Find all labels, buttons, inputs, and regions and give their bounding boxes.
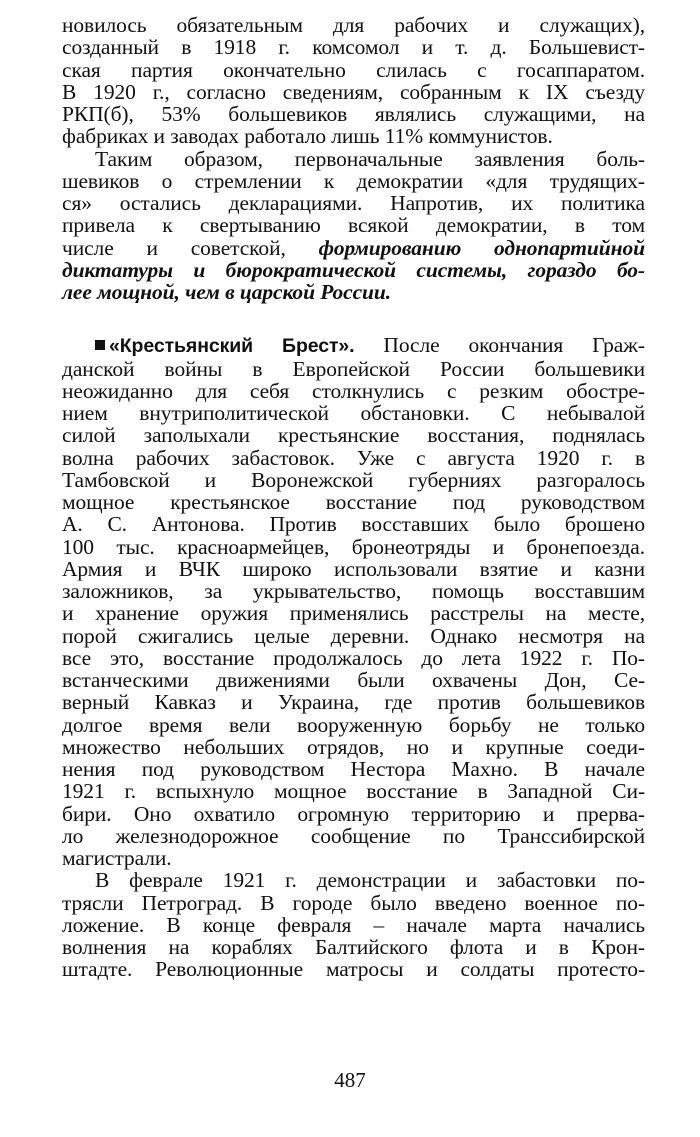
text-line: РКП(б), 53% большевиков являлись служащими, на: [62, 102, 645, 126]
text-line: магистрали.: [62, 846, 172, 870]
page-body: [62, 14, 645, 981]
text-line: мощное крестьянское восстание под руководством: [62, 490, 645, 514]
text-line: 100 тыс. красноармейцев, бронеотряды и бронепоезда.: [62, 534, 645, 559]
text-line: созданный в 1918 г. комсомол и т. д. Большевист-: [62, 35, 645, 60]
text-line: штадте. Революционные матросы и солдаты протесто-: [62, 957, 645, 982]
text-line: В 1920 г., согласно сведениям, собранным к IX съезду: [62, 79, 645, 104]
text-line: привела к свертыванию всякой демократии, в том: [62, 213, 645, 238]
text-line: волнения на кораблях Балтийского флота и в Крон-: [62, 935, 645, 959]
text-line: волна рабочих забастовок. Уже с августа 1920 г. в: [62, 445, 645, 470]
text-line: заложников, за укрывательство, помощь восставшим: [62, 579, 645, 603]
text-line: множество небольших отрядов, но и крупные соеди-: [62, 734, 645, 759]
text-line: данской войны в Европейской России большевики: [62, 356, 645, 381]
text-line: фабриках и заводах работало лишь 11% коммунистов.: [62, 124, 553, 149]
text-line: [62, 237, 645, 259]
text-line: бири. Оно охватило огромную территорию и прерва-: [62, 801, 645, 826]
text-line: верный Кавказ и Украина, где против большевиков: [62, 690, 645, 715]
section-heading: «Крестьянский Брест».: [109, 335, 355, 358]
text-line: Таким образом, первоначальные заявления боль-: [95, 146, 645, 171]
text-line: шевиков о стремлении к демократии «для трудящих-: [62, 168, 645, 193]
paragraph-1: [62, 14, 645, 148]
text-line: силой заполыхали крестьянские восстания, поднялась: [62, 423, 645, 448]
text-line: и хранение оружия применялись расстрелы на месте,: [62, 601, 645, 626]
square-bullet-icon: [95, 340, 105, 350]
text-line: ложение. В конце февраля – начале марта начались: [62, 912, 645, 937]
text-line: нения под руководством Нестора Махно. В начале: [62, 757, 645, 781]
text-line: новилось обязательным для рабочих и служащих),: [62, 13, 645, 37]
text-line: Армия и ВЧК широко использовали взятие и казни: [62, 556, 645, 581]
section-heading-line: [62, 334, 645, 357]
text-line: все это, восстание продолжалось до лета 1922 г. По-: [62, 645, 645, 670]
paragraph-2: [62, 148, 645, 304]
emphasis-line: лее мощной, чем в царской России.: [62, 280, 391, 304]
text-line: неожиданно для себя столкнулись с резким обостре-: [62, 378, 645, 403]
text-line: В феврале 1921 г. демонстрации и забастовки по-: [95, 868, 645, 893]
page-number: 487: [334, 1068, 366, 1092]
section-spacer: [62, 303, 645, 334]
emphasis-line: диктатуры и бюрократической системы, гораздо бо-: [62, 257, 645, 282]
text-line: Тамбовской и Воронежской губерниях разгоралось: [62, 467, 645, 492]
text-line: долгое время вели вооруженную борьбу не только: [62, 712, 645, 737]
paragraph-3: [62, 334, 645, 869]
text-line: ся» остались декларациями. Напротив, их политика: [62, 191, 645, 215]
emphasis-text: формированию однопартийной: [318, 235, 645, 260]
text-line: 1921 г. вспыхнуло мощное восстание в Западной Си-: [62, 779, 645, 804]
text-line: нием внутриполитической обстановки. С небывалой: [62, 401, 645, 425]
text-line: ло железнодорожное сообщение по Транссибирской: [62, 823, 645, 848]
plain-text: числе и советской,: [62, 235, 319, 260]
text-line: встанческими движениями были охвачены Дон, Се-: [62, 668, 645, 692]
text-line: А. С. Антонова. Против восставших было брошено: [62, 512, 645, 537]
text-line: ская партия окончательно слилась с госаппаратом.: [62, 57, 645, 82]
paragraph-4: [62, 869, 645, 980]
text-line: порой сжигались целые деревни. Однако несмотря на: [62, 623, 645, 648]
text-line: трясли Петроград. В городе было введено военное по-: [62, 890, 645, 915]
plain-text: После окончания Граж-: [354, 333, 645, 358]
